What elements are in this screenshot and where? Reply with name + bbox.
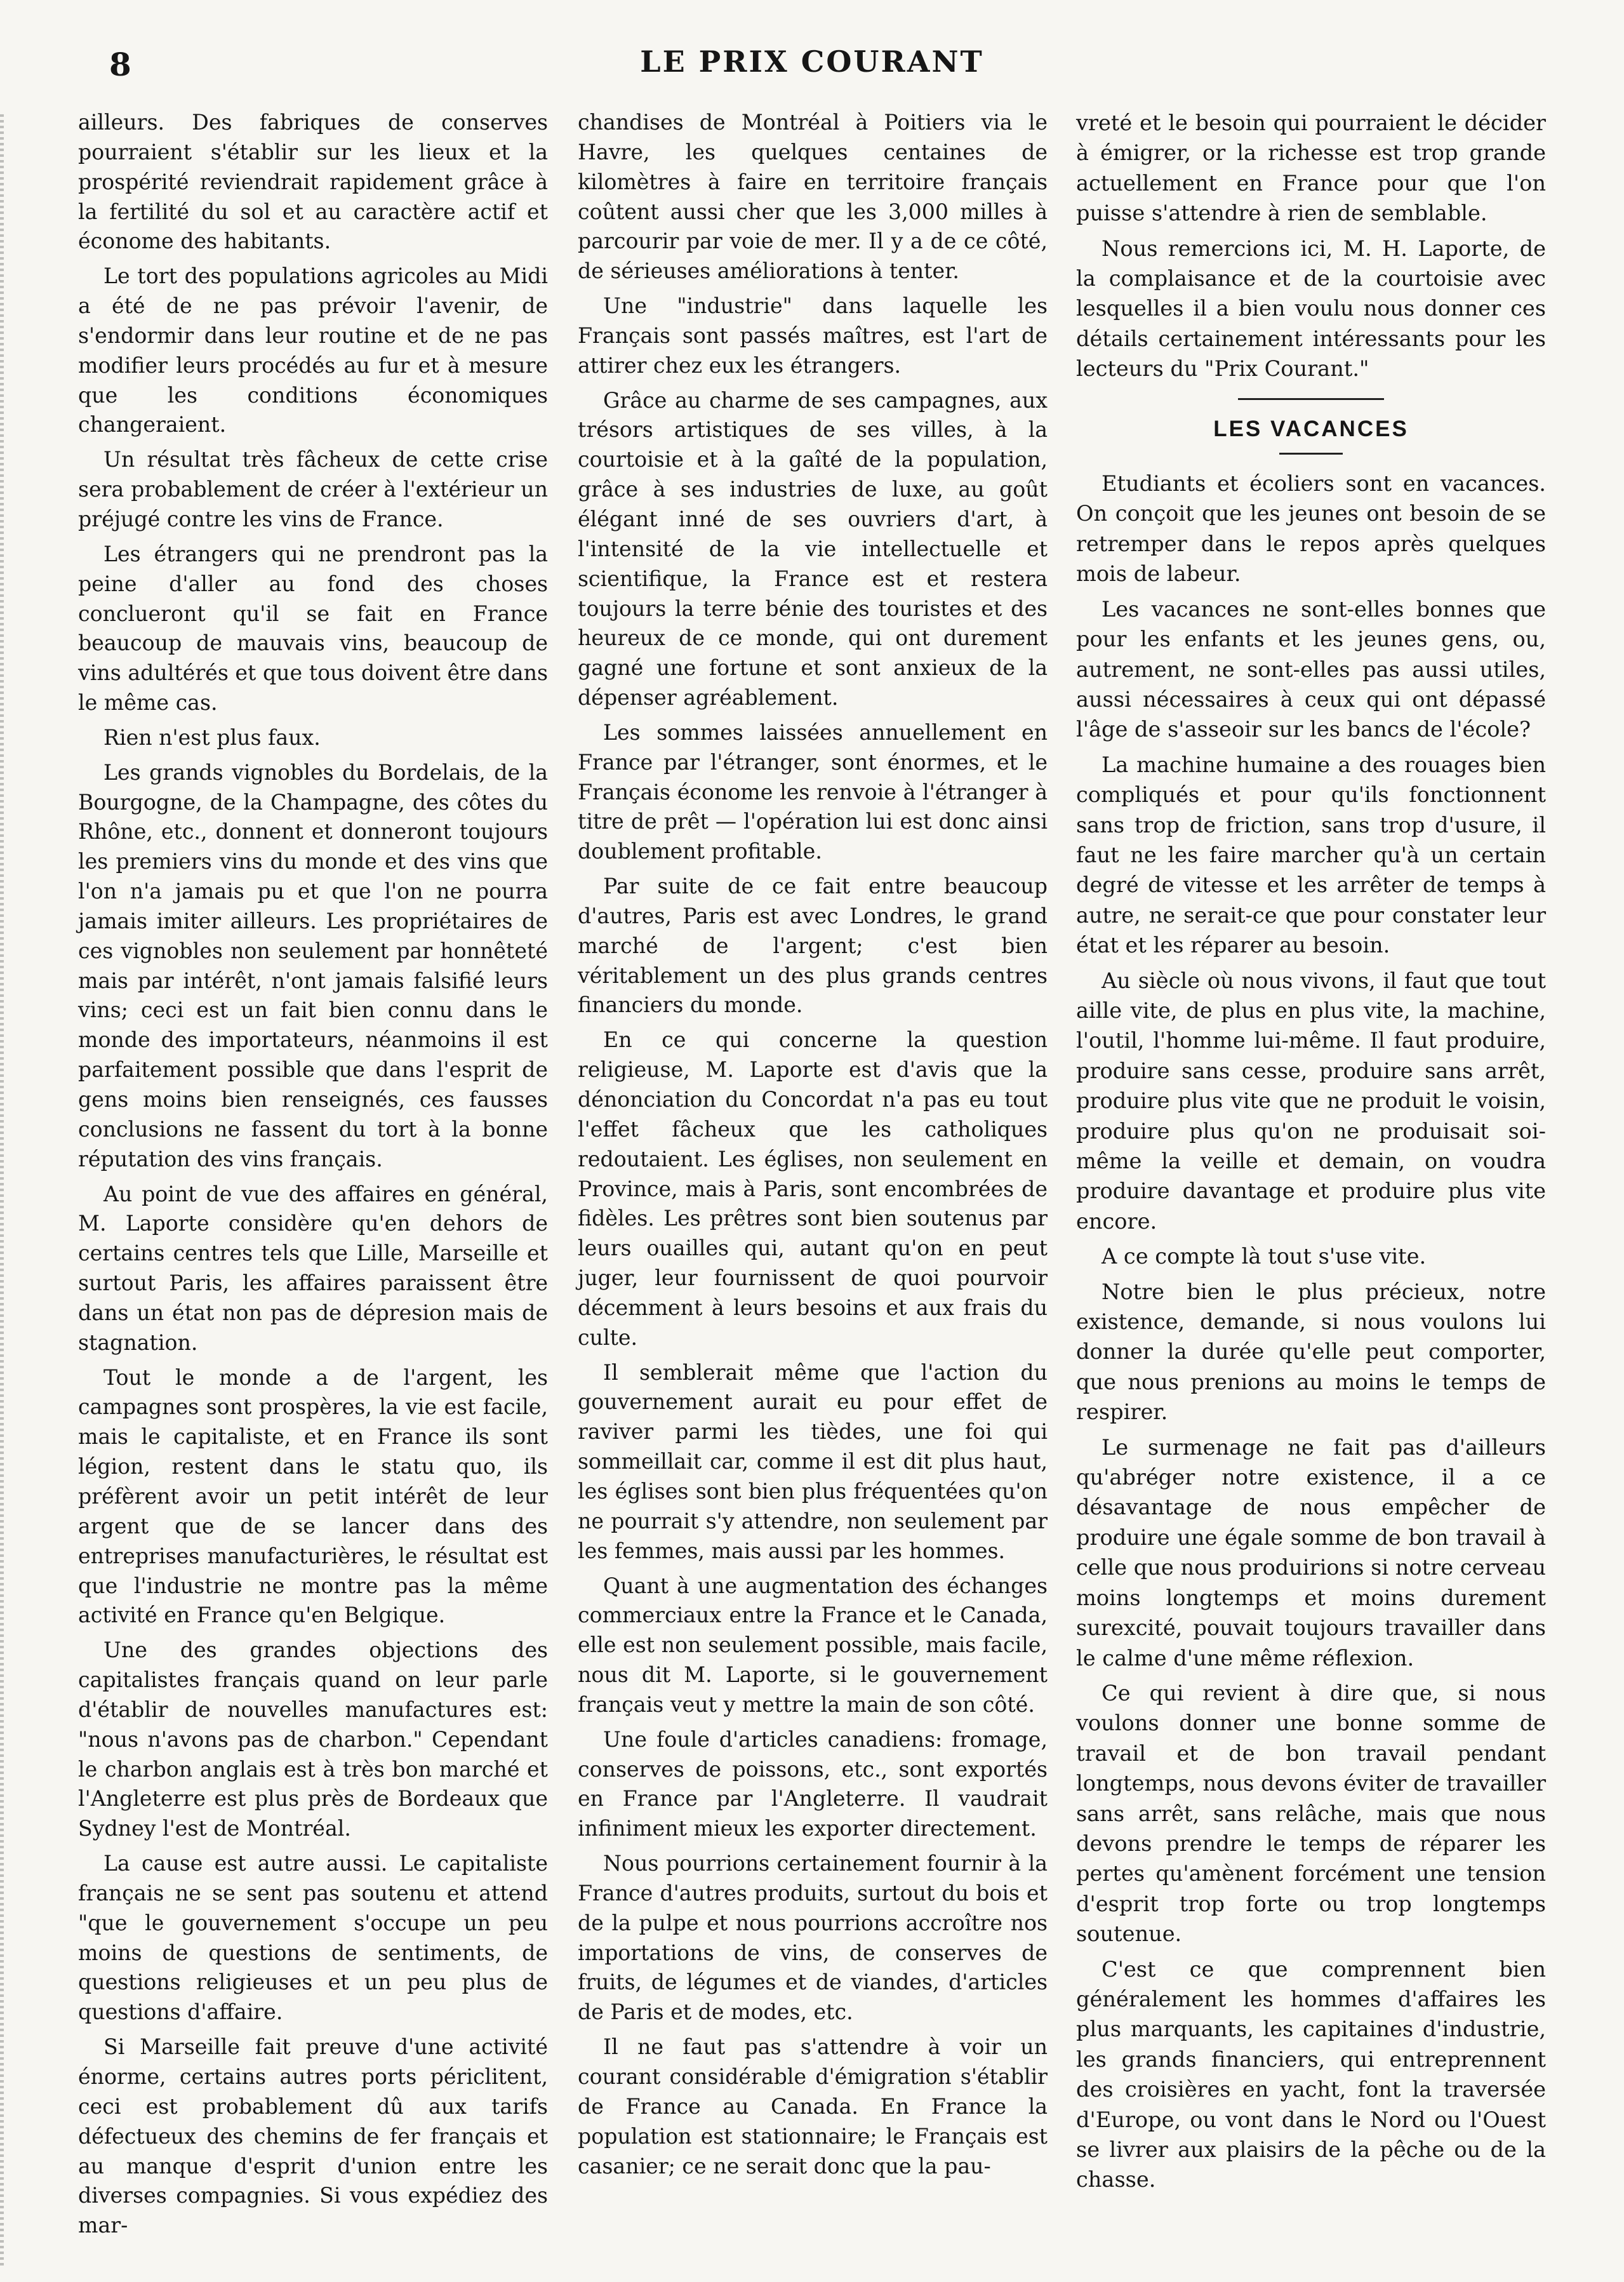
paragraph: En ce qui concerne la question religieuse, M. Laporte est d'avis que la dénonciation du Concordat n'a pas eu tout l'effet fâcheux que les catholiques redoutaient. Les églises, non seulement en Province, mais à Paris, sont encombrées de fidèles. Les prêtres sont bien soutenus par leurs ouailles qui, autant qu'on en peut juger, leur fournissent de quoi pourvoir décemment à leurs besoins et aux frais du culte. xyxy=(578,1027,1048,1350)
paragraph: Notre bien le plus précieux, notre existence, demande, si nous voulons lui donner la durée qu'elle peut comporter, que nous prenions au moins le temps de respirer. xyxy=(1076,1279,1546,1425)
paragraph: Le surmenage ne fait pas d'ailleurs qu'abréger notre existence, il a ce désavantage de nous empêcher de produire une égale somme de bon travail à celle que nous produirions si notre cerveau moins longtemps et moins durement surexcité, pouvait toujours travailler dans le calme d'une même réflexion. xyxy=(1076,1434,1546,1671)
column-1 xyxy=(78,108,548,2241)
paragraph: Si Marseille fait preuve d'une activité énorme, certains autres ports périclitent, ceci est probablement dû aux tarifs défectueux des chemins de fer français et au manque d'esprit d'union entre les diverses compagnies. Si vous expédiez des mar- xyxy=(78,2034,548,2238)
section-title-vacances: LES VACANCES xyxy=(1213,416,1409,441)
paragraph: Nous remercions ici, M. H. Laporte, de la complaisance et de la courtoisie avec lesquelles il a bien voulu nous donner ces détails certainement intéressants pour les lecteurs du "Prix Courant." xyxy=(1076,236,1546,382)
article-vacances xyxy=(1076,469,1546,2195)
paragraph: Une foule d'articles canadiens: fromage, conserves de poissons, etc., sont exportés en France par l'Angleterre. Il vaudrait infiniment mieux les exporter directement. xyxy=(578,1726,1048,1841)
paragraph: Rien n'est plus faux. xyxy=(103,724,321,750)
paragraph: La machine humaine a des rouages bien compliqués et pour qu'ils fonctionnent sans trop de friction, sans trop d'usure, il faut ne les faire marcher qu'à un certain degré de vitesse et les arrêter de temps à autre, ne serait-ce que pour constater leur état et les réparer au besoin. xyxy=(1076,752,1546,958)
paragraph: Les sommes laissées annuellement en France par l'étranger, sont énormes, et le Français économe les renvoie à l'étranger à titre de prêt — l'opération lui est donc ainsi doublement profitable. xyxy=(578,719,1048,864)
newspaper-masthead: LE PRIX COURANT xyxy=(640,44,984,79)
paragraph: La cause est autre aussi. Le capitaliste français ne se sent pas soutenu et attend "que le gouvernement s'occupe un peu moins de questions de sentiments, de questions religieuses et un peu plus de questions d'affaire. xyxy=(78,1851,548,2025)
paragraph: A ce compte là tout s'use vite. xyxy=(1102,1244,1427,1269)
paragraph: Il ne faut pas s'attendre à voir un courant considérable d'émigration s'établir de France au Canada. En France la population est stationnaire; le Français est casanier; ce ne serait donc que la pau- xyxy=(578,2034,1048,2179)
paragraph: Les étrangers qui ne prendront pas la peine d'aller au fond des choses conclueront qu'il se fait en France beaucoup de mauvais vins, beaucoup de vins adultérés et que tous doivent être dans le même cas. xyxy=(78,541,548,716)
paragraph: Grâce au charme de ses campagnes, aux trésors artistiques de ses villes, à la courtoisie et à la gaîté de la population, grâce à ses industries de luxe, au goût élégant inné de ses ouvriers d'art, à l'intensité de la vie intellectuelle et scientifique, la France est et restera toujours la terre bénie des touristes et des heureux de ce monde, qui ont durement gagné une fortune et sont anxieux de la dépenser agréablement. xyxy=(578,387,1048,711)
paragraph: Par suite de ce fait entre beaucoup d'autres, Paris est avec Londres, le grand marché de l'argent; c'est bien véritablement un des plus grands centres financiers du monde. xyxy=(578,874,1048,1018)
column-2 xyxy=(578,108,1048,2181)
section-divider xyxy=(1238,398,1384,400)
paragraph: vreté et le besoin qui pourraient le décider à émigrer, or la richesse est trop grande actuellement en France pour que l'on puisse s'attendre à rien de semblable. xyxy=(1076,110,1546,226)
paragraph: ailleurs. Des fabriques de conserves pourraient s'établir sur les lieux et la prospérité reviendrait rapidement grâce à la fertilité du sol et au caractère actif et économe des habitants. xyxy=(78,110,548,254)
article-conclusion xyxy=(1076,108,1546,384)
paragraph: Un résultat très fâcheux de cette crise sera probablement de créer à l'extérieur un préjugé contre les vins de France. xyxy=(78,447,548,531)
paragraph: chandises de Montréal à Poitiers via le Havre, les quelques centaines de kilomètres à faire en territoire français coûtent aussi cher que les 3,000 milles à parcourir par voie de mer. Il y a de ce côté, de sérieuses améliorations à tenter. xyxy=(578,110,1048,284)
paragraph: Les grands vignobles du Bordelais, de la Bourgogne, de la Champagne, des côtes du Rhône, etc., donnent et donneront toujours les premiers vins du monde et des vins que l'on n'a jamais pu et que l'on ne pourra jamais imiter ailleurs. Les propriétaires de ces vignobles non seulement par honnêteté mais par intérêt, n'ont jamais falsifié leurs vins; ceci est un fait bien connu dans le monde des importateurs, néanmoins il est parfaitement possible que dans l'esprit de gens moins bien renseignés, ces fausses conclusions ne fassent du tort à la bonne réputation des vins français. xyxy=(78,759,548,1171)
paragraph: Le tort des populations agricoles au Midi a été de ne pas prévoir l'avenir, de s'endormir dans leur routine et de ne pas modifier leurs procédés au fur et à mesure que les conditions économiques changeraient. xyxy=(78,264,548,437)
paragraph: Une "industrie" dans laquelle les Français sont passés maîtres, est l'art de attirer chez eux les étrangers. xyxy=(578,293,1048,378)
paragraph: C'est ce que comprennent bien généralement les hommes d'affaires les plus marquants, les capitaines d'industrie, les grands financiers, qui entreprennent des croisières en yacht, font la traversée d'Europe, ou vont dans le Nord ou l'Ouest se livrer aux plaisirs de la pêche ou de la chasse. xyxy=(1076,1956,1546,2192)
paragraph: Tout le monde a de l'argent, les campagnes sont prospères, la vie est facile, mais le capitaliste, et en France ils sont légion, restent dans le statu quo, ils préfèrent avoir un petit intérêt de leur argent que de se lancer dans des entreprises manufacturières, le résultat est que l'industrie ne montre pas la même activité en France qu'en Belgique. xyxy=(78,1365,548,1628)
title-underline xyxy=(1279,453,1343,455)
page-number: 8 xyxy=(109,46,131,83)
paragraph: Au siècle où nous vivons, il faut que tout aille vite, de plus en plus vite, la machine, l'outil, l'homme lui-même. Il faut produire, produire sans cesse, produire sans arrêt, produire plus vite que ne produit le voisin, produire plus qu'on ne produisait soi-même la veille et demain, on voudra produire davantage et produire plus vite encore. xyxy=(1076,968,1546,1234)
column-3 xyxy=(1076,108,1546,2195)
paragraph: Ce qui revient à dire que, si nous voulons donner une bonne somme de travail et de bon travail pendant longtemps, nous devons éviter de travailler sans arrêt, sans relâche, mais que nous devons prendre le temps de réparer les pertes qu'amènent forcément une tension d'esprit trop forte ou trop longtemps soutenue. xyxy=(1076,1680,1546,1947)
paragraph: Nous pourrions certainement fournir à la France d'autres produits, surtout du bois et de la pulpe et nous pourrions accroître nos importations de vins, de conserves de fruits, de légumes et de viandes, d'articles de Paris et de modes, etc. xyxy=(578,1851,1048,2025)
paragraph: Il semblerait même que l'action du gouvernement aurait eu pour effet de raviver parmi les tièdes, une foi qui sommeillait car, comme il est dit plus haut, les églises sont bien plus fréquentées qu'on ne pourrait s'y attendre, non seulement par les femmes, mais aussi par les hommes. xyxy=(578,1359,1048,1563)
paragraph: Etudiants et écoliers sont en vacances. On conçoit que les jeunes ont besoin de se retremper dans le repos après quelques mois de labeur. xyxy=(1076,471,1546,587)
scan-edge-artifact xyxy=(0,114,4,2267)
paragraph: Quant à une augmentation des échanges commerciaux entre la France et le Canada, elle est non seulement possible, mais facile, nous dit M. Laporte, si le gouvernement français veut y mettre la main de son côté. xyxy=(578,1573,1048,1717)
paragraph: Au point de vue des affaires en général, M. Laporte considère qu'en dehors de certains centres tels que Lille, Marseille et surtout Paris, les affaires paraissent être dans un état non pas de dépresion mais de stagnation. xyxy=(78,1181,548,1355)
paragraph: Les vacances ne sont-elles bonnes que pour les enfants et les jeunes gens, ou, autrement, ne sont-elles pas aussi utiles, aussi nécessaires à ceux qui ont dépassé l'âge de s'asseoir sur les bancs de l'école? xyxy=(1076,596,1546,742)
paragraph: Une des grandes objections des capitalistes français quand on leur parle d'établir de nouvelles manufactures est: "nous n'avons pas de charbon." Cependant le charbon anglais est à très bon marché et l'Angleterre est plus près de Bordeaux que Sydney l'est de Montréal. xyxy=(78,1638,548,1841)
